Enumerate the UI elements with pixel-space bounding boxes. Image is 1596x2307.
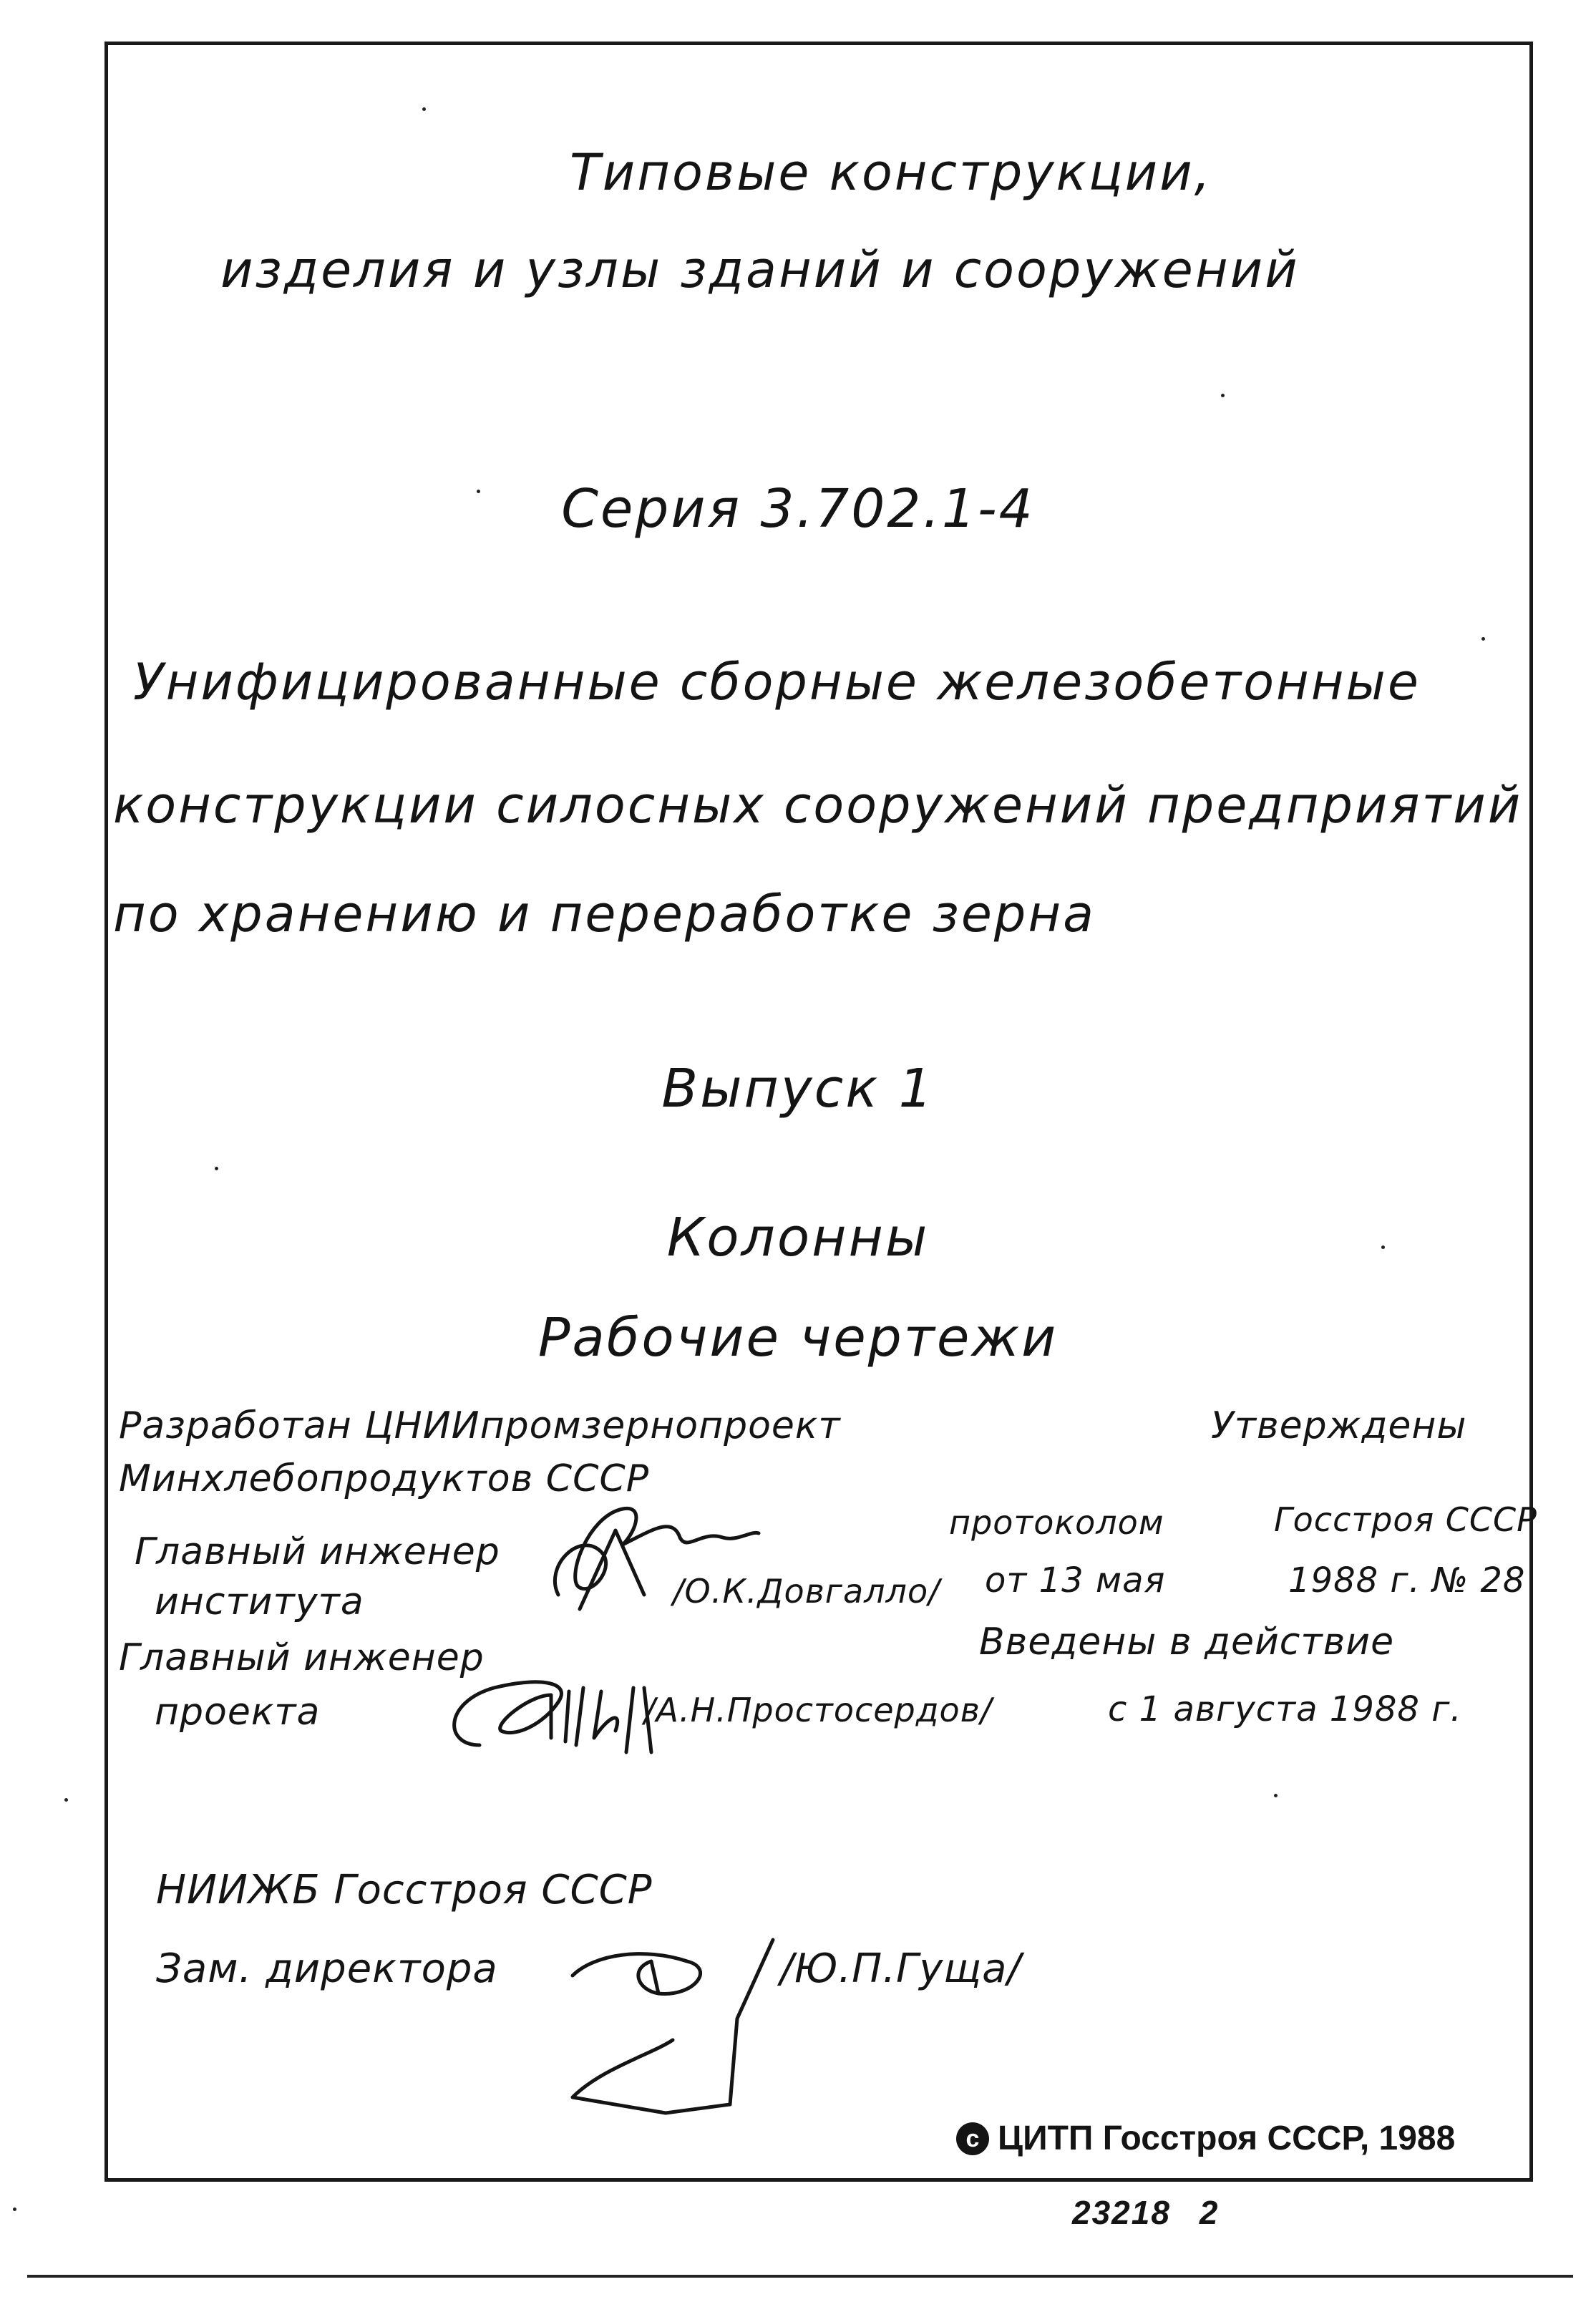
developer-ministry: Минхлебопродуктов СССР: [119, 1457, 650, 1500]
subject: Колонны: [666, 1207, 930, 1268]
footer: [1072, 2193, 1220, 2232]
title-line-2: изделия и узлы зданий и сооружений: [220, 241, 1300, 299]
chief-engineer-institute-label: Главный инженер: [135, 1530, 500, 1573]
chief-engineer-project-name: /А.Н.Простосердов/: [644, 1691, 993, 1729]
effective-date: с 1 августа 1988 г.: [1108, 1689, 1462, 1729]
signature-gushcha: [558, 1925, 787, 2140]
document-type: Рабочие чертежи: [537, 1307, 1059, 1369]
signature-dovgallo: [537, 1487, 766, 1631]
niizhb-name: /Ю.П.Гуща/: [780, 1946, 1022, 1992]
scan-speck: [1221, 394, 1225, 397]
scan-speck: [215, 1167, 218, 1170]
series-number: Серия 3.702.1-4: [561, 478, 1035, 540]
copyright-icon: c: [956, 2122, 989, 2155]
scan-speck: [422, 107, 426, 111]
chief-engineer-project-label: Главный инженер: [119, 1636, 485, 1679]
developer-org: Разработан ЦНИИпромзернопроект: [119, 1404, 841, 1447]
approval-title: Утверждены: [1211, 1404, 1467, 1447]
page-number: 2: [1199, 2194, 1220, 2231]
description-line-1: Унифицированные сборные железобетонные: [133, 653, 1421, 711]
approval-date: от 13 мая: [985, 1560, 1166, 1601]
scan-speck: [64, 1798, 68, 1802]
approval-org: Госстроя СССР: [1274, 1500, 1537, 1539]
niizhb-org: НИИЖБ Госстроя СССР: [156, 1867, 653, 1913]
niizhb-position: Зам. директора: [156, 1946, 498, 1992]
scan-speck: [1481, 637, 1485, 641]
scan-speck: [477, 490, 480, 493]
chief-engineer-project-label-2: проекта: [155, 1691, 321, 1734]
approval-protocol: протоколом: [949, 1503, 1164, 1542]
title-line-1: Типовые конструкции,: [570, 143, 1212, 202]
scan-speck: [1381, 1245, 1385, 1249]
scan-speck: [1274, 1794, 1278, 1797]
signature-prostoserdov: [429, 1674, 673, 1759]
copyright-text: ЦИТП Госстроя СССР, 1988: [998, 2119, 1456, 2157]
description-line-2: конструкции силосных сооружений предприятий: [113, 776, 1523, 835]
copyright-line: [956, 2119, 1455, 2158]
description-line-3: по хранению и переработке зерна: [113, 885, 1096, 943]
chief-engineer-institute-label-2: института: [155, 1580, 364, 1623]
issue-number: Выпуск 1: [661, 1058, 935, 1119]
document-number: 23218: [1072, 2194, 1171, 2231]
scan-speck: [13, 2208, 16, 2211]
approval-number: 1988 г. № 28: [1288, 1560, 1526, 1601]
effective-label: Введены в действие: [979, 1621, 1395, 1664]
bottom-rule: [27, 2275, 1573, 2278]
chief-engineer-institute-name: /О.К.Довгалло/: [673, 1572, 940, 1611]
